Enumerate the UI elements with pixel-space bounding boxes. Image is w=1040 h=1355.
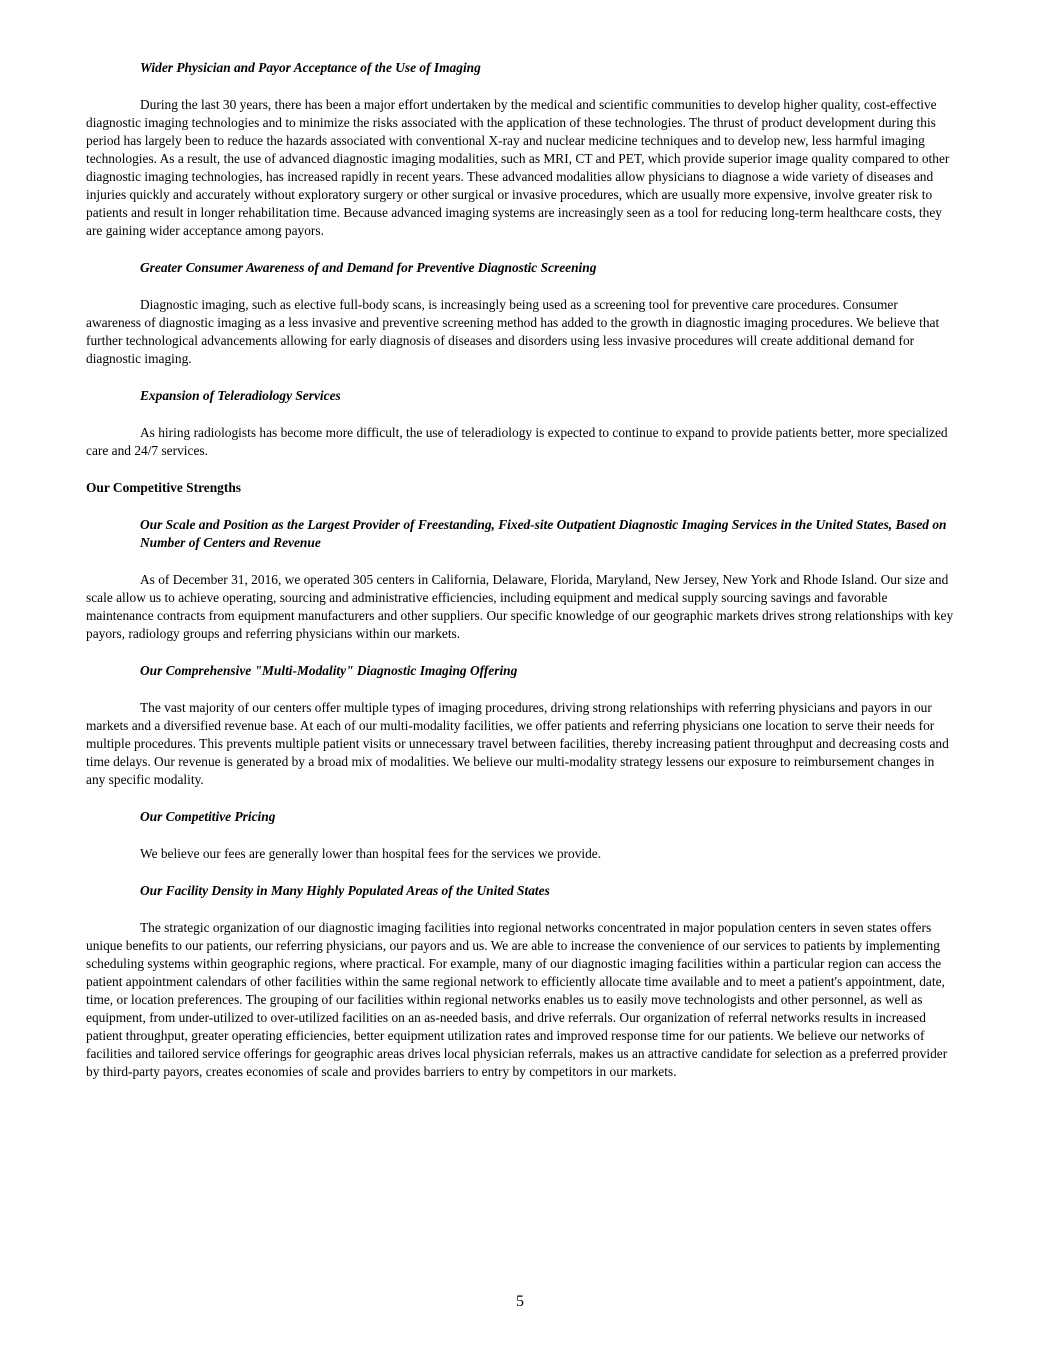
section-heading-physician-acceptance: Wider Physician and Payor Acceptance of the Use of Imaging bbox=[140, 60, 481, 75]
paragraph-scale: As of December 31, 2016, we operated 305 centers in California, Delaware, Florida, Maryland, New Jersey, New York and Rhode Island. Our size and scale allow us to achieve operating, sourcing and administrative efficiencies, including equipment and medical supply sourcing savings and favorable maintenance contracts from equipment manufacturers and other suppliers. Our specific knowledge of our geographic markets drives strong relationships with key payors, radiology groups and referring physicians within our markets. bbox=[86, 572, 954, 641]
competitive-strengths-heading: Our Competitive Strengths bbox=[86, 480, 241, 495]
paragraph-consumer-awareness: Diagnostic imaging, such as elective full-body scans, is increasingly being used as a screening tool for preventive care procedures. Consumer awareness of diagnostic imaging as a less invasive and preventive screening method has added to the growth in diagnostic imaging procedures. We believe that further technological advancements allowing for early diagnosis of diseases and disorders using less invasive procedures will create additional demand for diagnostic imaging. bbox=[86, 297, 940, 366]
paragraph-pricing: We believe our fees are generally lower than hospital fees for the services we provide. bbox=[140, 846, 602, 861]
paragraph-teleradiology: As hiring radiologists has become more difficult, the use of teleradiology is expected to continue to expand to provide patients better, more specialized care and 24/7 services. bbox=[86, 425, 948, 458]
paragraph-physician-acceptance: During the last 30 years, there has been a major effort undertaken by the medical and scientific communities to develop higher quality, cost-effective diagnostic imaging technologies and to minimize the risks associated with the application of these technologies. The thrust of product development during this period has largely been to reduce the hazards associated with conventional X-ray and nuclear medicine techniques and to develop new, less harmful imaging technologies. As a result, the use of advanced diagnostic imaging modalities, such as MRI, CT and PET, which provide superior image quality compared to other diagnostic imaging technologies, has increased rapidly in recent years. These advanced modalities allow physicians to diagnose a wide variety of diseases and injuries quickly and accurately without exploratory surgery or other surgical or invasive procedures, which are usually more expensive, involve greater risk to patients and result in longer rehabilitation time. Because advanced imaging systems are increasingly seen as a tool for reducing long-term healthcare costs, they are gaining wider acceptance among payors. bbox=[86, 97, 950, 238]
strength-heading-multi-modality: Our Comprehensive "Multi-Modality" Diagnostic Imaging Offering bbox=[140, 663, 518, 678]
strength-heading-facility-density: Our Facility Density in Many Highly Populated Areas of the United States bbox=[140, 883, 550, 898]
paragraph-multi-modality: The vast majority of our centers offer multiple types of imaging procedures, driving strong relationships with referring physicians and payors in our markets and a diversified revenue base. At each of our multi-modality facilities, we offer patients and referring physicians one location to serve their needs for multiple procedures. This prevents multiple patient visits or unnecessary travel between facilities, thereby increasing patient throughput and decreasing costs and time delays. Our revenue is generated by a broad mix of modalities. We believe our multi-modality strategy lessens our exposure to reimbursement changes in any specific modality. bbox=[86, 700, 949, 787]
section-heading-teleradiology: Expansion of Teleradiology Services bbox=[140, 388, 341, 403]
paragraph-facility-density: The strategic organization of our diagnostic imaging facilities into regional networks concentrated in major population centers in seven states offers unique benefits to our patients, our referring physicians, our payors and us. We are able to increase the convenience of our services to patients by implementing scheduling systems within geographic regions, where practical. For example, many of our diagnostic imaging facilities within a particular region can access the patient appointment calendars of other facilities within the same regional network to efficiently allocate time available and to meet a patient's appointment, date, time, or location preferences. The grouping of our facilities within regional networks enables us to easily move technologists and other personnel, as well as equipment, from under-utilized to over-utilized facilities on an as-needed basis, and drive referrals. Our organization of referral networks results in increased patient throughput, greater operating efficiencies, better equipment utilization rates and improved response time for our patients. We believe our networks of facilities and tailored service offerings for geographic areas drives local physician referrals, makes us an attractive candidate for selection as a preferred provider by third-party payors, creates economies of scale and provides barriers to entry by competitors in our markets. bbox=[86, 920, 948, 1079]
page-number: 5 bbox=[516, 1293, 524, 1310]
strength-heading-pricing: Our Competitive Pricing bbox=[140, 809, 276, 824]
strength-heading-scale: Our Scale and Position as the Largest Provider of Freestanding, Fixed-site Outpatient Diagnostic Imaging Services in the United States, Based on Number of Centers and Revenue bbox=[140, 517, 947, 550]
document-page bbox=[86, 59, 956, 1100]
section-heading-consumer-awareness: Greater Consumer Awareness of and Demand for Preventive Diagnostic Screening bbox=[140, 260, 597, 275]
